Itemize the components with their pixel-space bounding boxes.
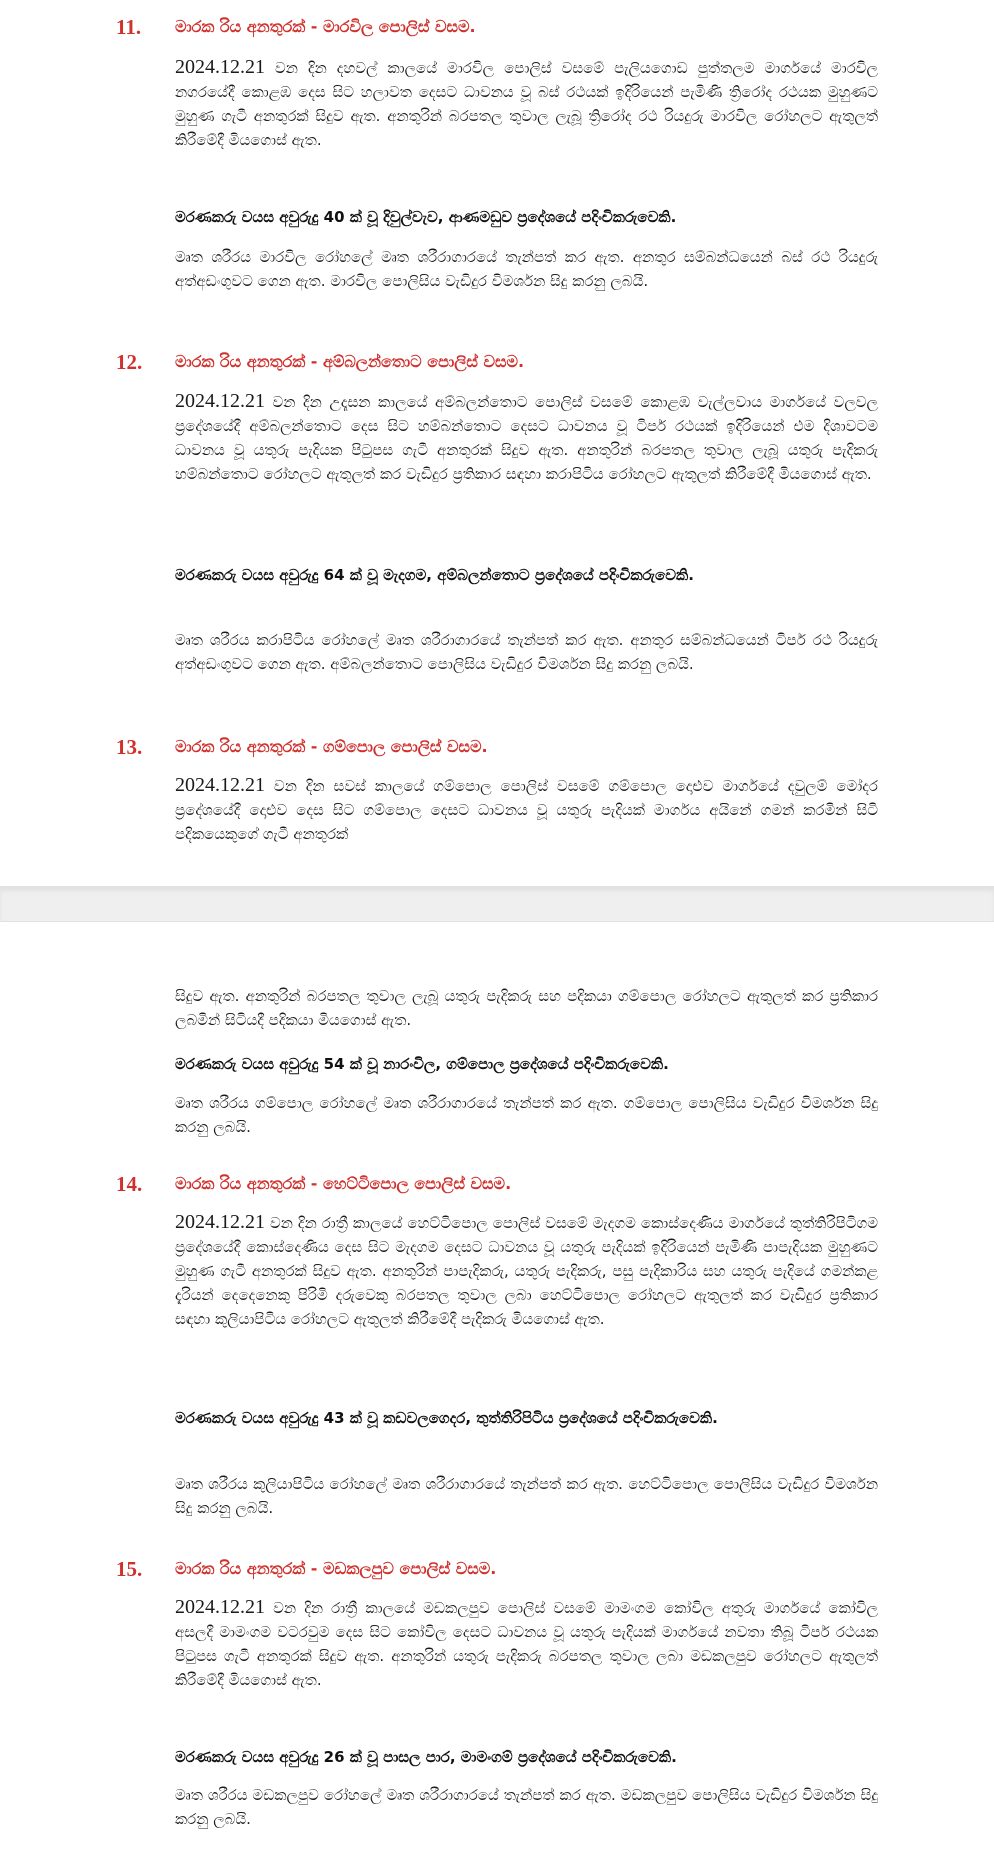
section-heading <box>0 1170 994 1198</box>
incident-date: 2024.12.21 <box>175 1211 265 1233</box>
investigation-note: මෘත ශරීරය කුලියාපිටිය රෝහලේ මෘත ශරීරාගාරයේ තැන්පත් කර ඇත. හෙට්ටිපොල පොලිසිය වැඩිදුර විමර්ශන සිදු කරනු ලබයි. <box>175 1475 878 1517</box>
section-title: මාරක රිය අනතුරක් - අම්බලන්තොට පොලිස් වසම. <box>175 352 525 371</box>
incident-description: 2024.12.21 වන දින සවස් කාලයේ ගම්පොල පොලිස් වසමේ ගම්පොල දොළුව මාර්ගයේ දවුලම් මෝදර ප්‍රදේශයේදී දොළුව දෙස සිට ගම්පොල දෙසට ධාවනය වූ යතුරු පැදියක් මාර්ගය අයිනේ ගමන් කරමින් සිටි පදිකයෙකුගේ ගැටී අනතුරක් <box>175 774 878 843</box>
section-heading <box>0 13 994 41</box>
document-page-1 <box>0 0 994 886</box>
section-title: මාරක රිය අනතුරක් - ගම්පොල පොලිස් වසම. <box>175 737 488 756</box>
investigation-note: මෘත ශරීරය මාරවිල රෝහලේ මෘත ශරීරාගාරයේ තැන්පත් කර ඇත. අනතුර සම්බන්ධයෙන් බස් රථ රියදුරු අත්අඩංගුවට ගෙන ඇත. මාරවිල පොලිසිය වැඩිදුර විමර්ශන සිදු කරනු ලබයි. <box>175 248 878 290</box>
incident-date: 2024.12.21 <box>175 774 265 796</box>
incident-description: 2024.12.21 වන දින දහවල් කාලයේ මාරවිල පොලිස් වසමේ පැලියගොඩ පුත්තලම මාර්ගයේ මාරවිල නගරයේදී කොළඹ දෙස සිට හලාවත දෙසට ධාවනය වූ බස් රථයක් ඉදිරියෙන් පැමිණි ත්‍රිරෝද රථයක මුහුණට මුහුණ ගැටී අනතුරක් සිදුව ඇත. අනතුරින් බරපතල තුවාල ලැබූ ත්‍රිරෝද රථ රියදුරු මාරවිල රෝහලට ඇතුලත් කිරීමේදී මියගොස් ඇත. <box>175 56 878 149</box>
incident-description: 2024.12.21 වන දින රාත්‍රී කාලයේ හෙට්ටිපොල පොලිස් වසමේ මැදගම කොස්දෙණිය මාර්ගයේ තුත්තිරිපිටිගම ප්‍රදේශයේදී කොස්දෙණිය දෙස සිට මැදගම දෙසට ධාවනය වූ යතුරු පැදියක් ඉදිරියෙන් පැමිණි පාපැදියක මුහුණට මුහුණ ගැටී අනතුරක් සිදුව ඇත. අනතුරින් පාපැදිකරු, යතුරු පැදිකරු, පසු පැදිකාරිය සහ යතුරු පැදියේ ගමන්කළ දැරියන් දෙදෙනෙකු පිරිමි දරුවෙකු බරපතල තුවාල ලබා හෙට්ටිපොල රෝහලට ඇතුලත් කර වැඩිදුර ප්‍රතිකාර සඳහා කුලියාපිටිය රෝහලට ඇතුලත් කිරීමේදී පැදිකරු මියගොස් ඇත. <box>175 1211 878 1328</box>
victim-details: මරණකරු වයස අවුරුදු 43 ක් වූ කඩවලගෙදර, තුත්තිරිපිටිය ප්‍රදේශයේ පදිංචිකරුවෙකි. <box>175 1409 718 1427</box>
section-title: මාරක රිය අනතුරක් - හෙට්ටිපොල පොලිස් වසම. <box>175 1174 512 1193</box>
page-separator <box>0 886 994 922</box>
section-heading <box>0 733 994 761</box>
section-number: 15. <box>116 1557 143 1581</box>
section-number: 11. <box>116 15 142 39</box>
investigation-note: මෘත ශරීරය මඩකලපුව රෝහලේ මෘත ශරීරාගාරයේ තැන්පත් කර ඇත. මඩකලපුව පොලිසිය වැඩිදුර විමර්ශන සිදු කරනු ලබයි. <box>175 1786 878 1828</box>
victim-details: මරණකරු වයස අවුරුදු 40 ක් වූ දිවුල්වැව, ආණමඩුව ප්‍රදේශයේ පදිංචිකරුවෙකි. <box>175 208 677 226</box>
section-number: 12. <box>116 350 143 374</box>
incident-description-continued: සිදුව ඇත. අනතුරින් බරපතල තුවාල ලැබූ යතුරු පැදිකරු සහ පදිකයා ගම්පොල රෝහලට ඇතුලත් කර ප්‍රතිකාර ලබමින් සිටියදී පදිකයා මියගොස් ඇත. <box>175 987 878 1029</box>
incident-date: 2024.12.21 <box>175 390 265 412</box>
incident-date: 2024.12.21 <box>175 1596 265 1618</box>
incident-description: 2024.12.21 වන දින රාත්‍රී කාලයේ මඩකලපුව පොලිස් වසමේ මාමංගම කෝවිල අතුරු මාර්ගයේ කෝවිල අසලදී මාමංගම වටරවුම දෙස සිට කෝවිල දෙසට ධාවනය වූ යතුරු පැදියක් මාර්ගයේ නවතා තිබූ ටිපර් රථයක පිටුපස ගැටී අනතුරක් සිදුව ඇත. අනතුරින් යතුරු පැදිකරු බරපතල තුවාල ලබා මඩකලපුව රෝහලට ඇතුලත් කිරීමේදී මියගොස් ඇත. <box>175 1596 878 1689</box>
section-title: මාරක රිය අනතුරක් - මඩකලපුව පොලිස් වසම. <box>175 1559 497 1578</box>
document-page-2 <box>0 922 994 1867</box>
victim-details: මරණකරු වයස අවුරුදු 54 ක් වූ නාරංවිල, ගම්පොල ප්‍රදේශයේ පදිංචිකරුවෙකි. <box>175 1055 669 1073</box>
section-heading <box>0 1555 994 1583</box>
section-number: 14. <box>116 1172 143 1196</box>
section-heading <box>0 348 994 376</box>
victim-details: මරණකරු වයස අවුරුදු 64 ක් වූ මැදගම, අම්බලන්තොට ප්‍රදේශයේ පදිංචිකරුවෙකි. <box>175 566 694 584</box>
section-number: 13. <box>116 735 143 759</box>
section-title: මාරක රිය අනතුරක් - මාරවිල පොලිස් වසම. <box>175 17 476 36</box>
investigation-note: මෘත ශරීරය ගම්පොල රෝහලේ මෘත ශරීරාගාරයේ තැන්පත් කර ඇත. ගම්පොල පොලිසිය වැඩිදුර විමර්ශන සිදු කරනු ලබයි. <box>175 1094 878 1136</box>
incident-date: 2024.12.21 <box>175 56 265 78</box>
incident-description: 2024.12.21 වන දින උදෑසන කාලයේ අම්බලන්තොට පොලිස් වසමේ කොළඹ වැල්ලවාය මාර්ගයේ වලවල ප්‍රදේශයේදී අම්බලන්තොට දෙස සිට හම්බන්තොට දෙසට ධාවනය වූ ටිපර් රථයක් ඉදිරියෙන් එම දිශාවටම ධාවනය වූ යතුරු පැදියක පිටුපස ගැටී අනතුරක් සිදුව ඇත. අනතුරින් බරපතල තුවාල ලැබූ යතුරු පැදිකරු හම්බන්තොට රෝහලට ඇතුලත් කර වැඩිදුර ප්‍රතිකාර සඳහා කරාපිටිය රෝහලට ඇතුලත් කිරීමේදී මියගොස් ඇත. <box>175 390 878 483</box>
victim-details: මරණකරු වයස අවුරුදු 26 ක් වූ පාසල පාර, මාමංගම් ප්‍රදේශයේ පදිංචිකරුවෙකි. <box>175 1748 677 1766</box>
investigation-note: මෘත ශරීරය කරාපිටිය රෝහලේ මෘත ශරීරාගාරයේ තැන්පත් කර ඇත. අනතුර සම්බන්ධයෙන් ටිපර් රථ රියදුරු අත්අඩංගුවට ගෙන ඇත. අම්බලන්තොට පොලිසිය වැඩිදුර විමර්ශන සිදු කරනු ලබයි. <box>175 631 878 673</box>
